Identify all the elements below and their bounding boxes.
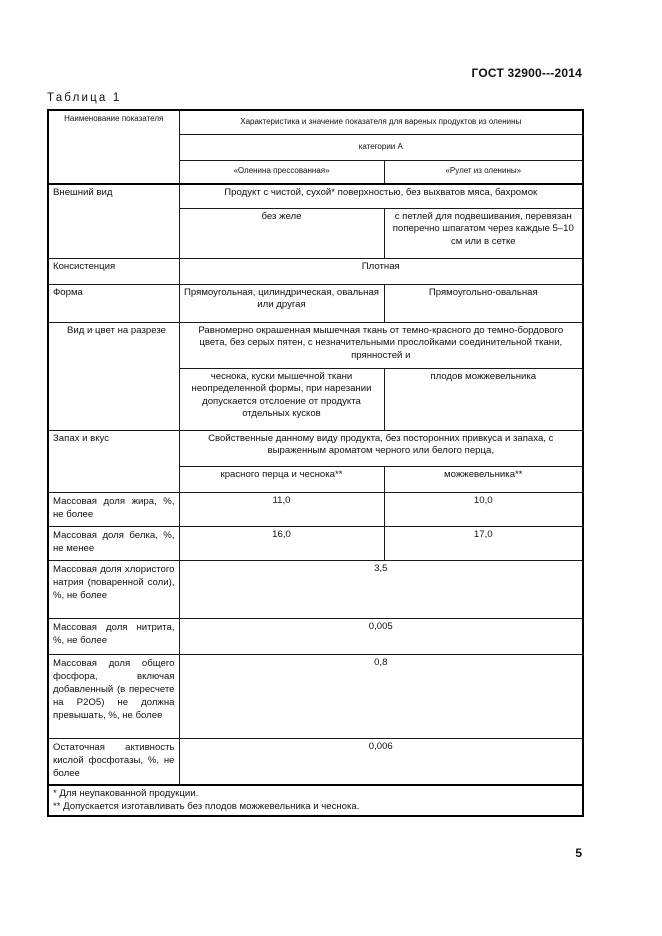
header-characteristic: Характеристика и значение показателя для вареных продуктов из оленины <box>179 110 583 134</box>
footnotes <box>48 785 583 816</box>
header-category: категории А <box>179 134 583 160</box>
value-common: Свойственные данному виду продукта, без посторонних привкуса и запаха, с выраженным ароматом черного или белого перца, <box>179 430 583 466</box>
param-label: Остаточная активность кислой фосфотазы, %, не более <box>48 738 179 785</box>
table-row <box>48 430 583 466</box>
table-row <box>48 654 583 738</box>
footnote-row <box>48 785 583 816</box>
table-row <box>48 618 583 654</box>
table-row <box>48 560 583 618</box>
value-product-2: 17,0 <box>384 526 583 560</box>
value-product-1: чеснока, куски мышечной ткани неопределенной формы, при нарезании допускается отслоение от продукта отдельных кусков <box>179 368 384 430</box>
value-common: 0,005 <box>179 618 583 654</box>
value-common: Плотная <box>179 258 583 284</box>
table-row <box>48 738 583 785</box>
param-label: Запах и вкус <box>48 430 179 492</box>
value-common: 0,8 <box>179 654 583 738</box>
param-label: Форма <box>48 284 179 322</box>
table-row <box>48 258 583 284</box>
footnote-2: ** Допускается изготавливать без плодов можжевельника и чеснока. <box>53 800 360 812</box>
value-common: 0,006 <box>179 738 583 785</box>
specification-table <box>47 109 584 817</box>
table-row <box>48 492 583 526</box>
value-product-1: красного перца и чеснока** <box>179 466 384 492</box>
param-label: Массовая доля белка, %, не менее <box>48 526 179 560</box>
table-row <box>48 322 583 368</box>
value-product-1: 11,0 <box>179 492 384 526</box>
header-param-name: Наименование показателя <box>48 110 179 184</box>
value-product-1: 16,0 <box>179 526 384 560</box>
value-common: Продукт с чистой, сухой* поверхностью, без выхватов мяса, бахромок <box>179 184 583 208</box>
param-label: Консистенция <box>48 258 179 284</box>
value-common: 3,5 <box>179 560 583 618</box>
page-number: 5 <box>575 846 582 860</box>
value-product-1: без желе <box>179 208 384 258</box>
header-product-2: «Рулет из оленины» <box>384 160 583 184</box>
standard-designation: ГОСТ 32900---2014 <box>471 66 582 80</box>
param-label: Внешний вид <box>48 184 179 258</box>
param-label: Вид и цвет на разрезе <box>48 322 179 430</box>
value-product-2: Прямоугольно-овальная <box>384 284 583 322</box>
value-product-2: плодов можжевельника <box>384 368 583 430</box>
header-row <box>48 110 583 134</box>
param-label: Массовая доля общего фосфора, включая добавленный (в пересчете на Р2О5) не должна превышать, %, не более <box>48 654 179 738</box>
header-product-1: «Оленина прессованная» <box>179 160 384 184</box>
value-product-2: 10,0 <box>384 492 583 526</box>
param-label: Массовая доля жира, %, не более <box>48 492 179 526</box>
table-row <box>48 526 583 560</box>
table-row <box>48 284 583 322</box>
value-product-2: с петлей для подвешивания, перевязан поперечно шпагатом через каждые 5–10 см или в сетке <box>384 208 583 258</box>
param-label: Массовая доля хлористого натрия (поваренной соли), %, не более <box>48 560 179 618</box>
footnote-1: * Для неупакованной продукции. <box>53 788 199 799</box>
value-product-1: Прямоугольная, цилиндрическая, овальная или другая <box>179 284 384 322</box>
value-product-2: можжевельника** <box>384 466 583 492</box>
table-caption: Таблица 1 <box>47 92 122 104</box>
param-label: Массовая доля нитрита, %, не более <box>48 618 179 654</box>
value-common: Равномерно окрашенная мышечная ткань от темно-красного до темно-бордового цвета, без серых пятен, с незначительными прослойками соединительной ткани, прянностей и <box>179 322 583 368</box>
table-row <box>48 184 583 208</box>
